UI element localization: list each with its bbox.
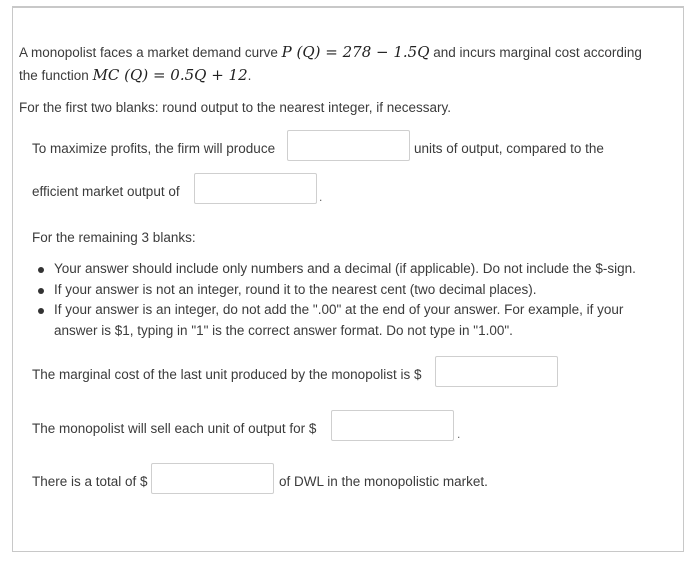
instruction-bullets	[32, 259, 672, 341]
problem-line-1	[19, 42, 642, 63]
bullet-item: Your answer should include only numbers and a decimal (if applicable). Do not include the $-sign.	[32, 259, 672, 280]
q3-prefix: The marginal cost of the last unit produced by the monopolist is $	[32, 367, 422, 382]
q1-suffix: units of output, compared to the	[414, 141, 604, 156]
q2-answer-input[interactable]	[194, 173, 317, 204]
bullet-dot-icon	[38, 288, 44, 294]
q2-suffix: .	[319, 190, 323, 204]
mc-equation: MC (Q) = 0.5Q + 12	[92, 66, 248, 84]
q4-suffix: .	[457, 427, 461, 441]
demand-equation: P (Q) = 278 − 1.5Q	[281, 43, 430, 61]
problem-intro-a: A monopolist faces a market demand curve	[19, 45, 278, 60]
q3-answer-input[interactable]	[435, 356, 558, 387]
remaining-heading: For the remaining 3 blanks:	[32, 230, 196, 245]
q4-prefix: The monopolist will sell each unit of output for $	[32, 421, 317, 436]
problem-line-2	[19, 65, 251, 86]
problem-intro-c: the function	[19, 68, 89, 83]
q5-answer-input[interactable]	[151, 463, 274, 494]
problem-intro-b: and incurs marginal cost according	[433, 45, 642, 60]
q4-answer-input[interactable]	[331, 410, 454, 441]
bullet-item: If your answer is an integer, do not add the ".00" at the end of your answer. For example, if your answer is $1, typing in "1" is the correct answer format. Do not type in "1.00".	[32, 300, 664, 341]
problem-intro-end: .	[247, 68, 252, 83]
q1-prefix: To maximize profits, the firm will produce	[32, 141, 276, 156]
bullet-dot-icon	[38, 308, 44, 314]
q1-answer-input[interactable]	[287, 130, 410, 161]
q2-prefix: efficient market output of	[32, 184, 180, 199]
bullet-dot-icon	[38, 267, 44, 273]
instruction-first: For the first two blanks: round output to the nearest integer, if necessary.	[19, 100, 451, 115]
q5-suffix: of DWL in the monopolistic market.	[279, 474, 488, 489]
bullet-item: If your answer is not an integer, round it to the nearest cent (two decimal places).	[32, 280, 672, 301]
q5-prefix: There is a total of $	[32, 474, 148, 489]
